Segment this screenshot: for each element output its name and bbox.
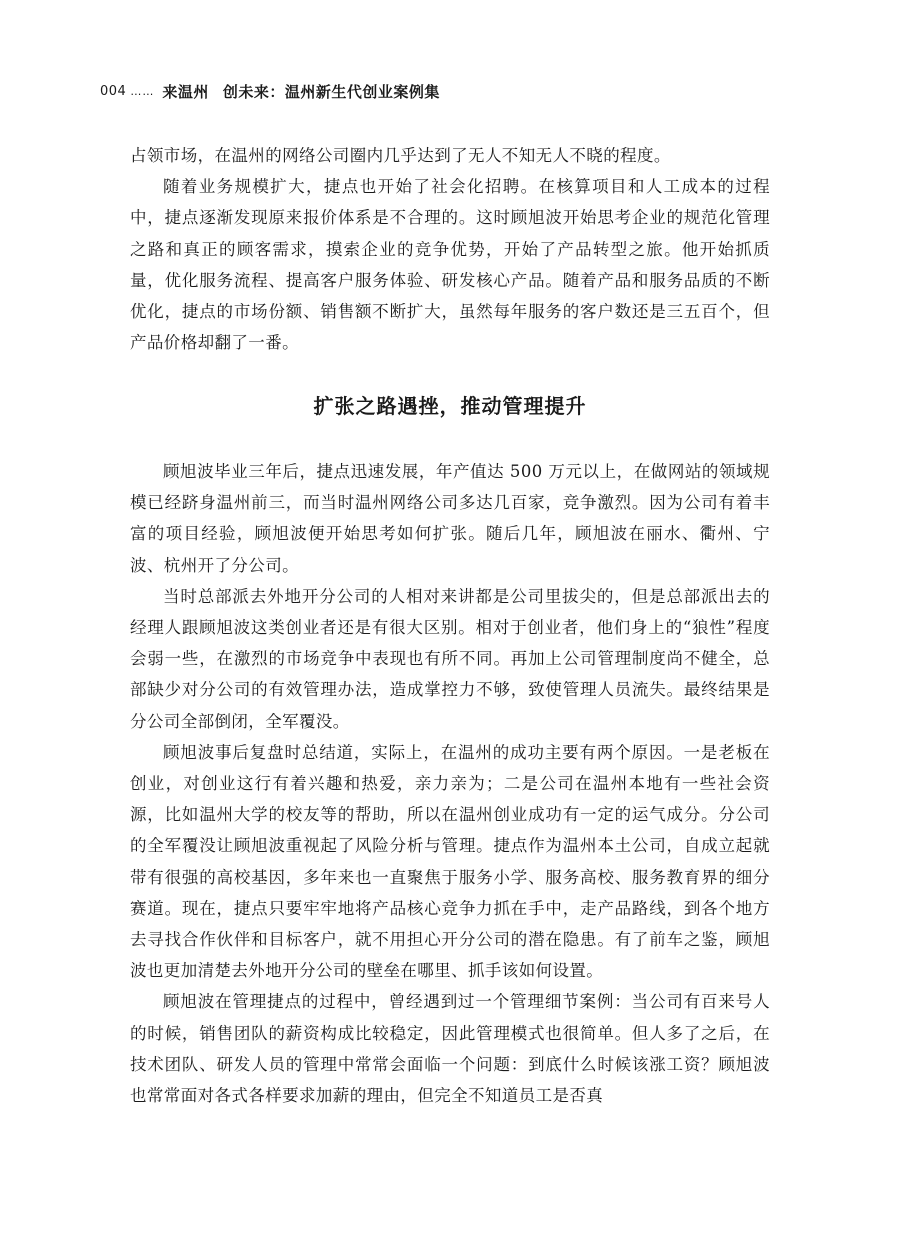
book-subtitle: 创未来：温州新生代创业案例集 — [222, 82, 440, 101]
book-title: 来温州 — [162, 82, 209, 101]
page-number: 004 — [100, 83, 127, 99]
paragraph: 顾旭波事后复盘时总结道，实际上，在温州的成功主要有两个原因。一是老板在创业，对创业这行有着兴趣和热爱，亲力亲为；二是公司在温州本地有一些社会资源，比如温州大学的校友等的帮助，所以在温州创业成功有一定的运气成分。分公司的全军覆没让顾旭波重视起了风险分析与管理。捷点作为温州本土公司，自成立起就带有很强的高校基因，多年来也一直聚焦于服务小学、服务高校、服务教育界的细分赛道。现在，捷点只要牢牢地将产品核心竞争力抓在手中，走产品路线，到各个地方去寻找合作伙伴和目标客户，就不用担心开分公司的潜在隐患。有了前车之鉴，顾旭波也更加清楚去外地开分公司的壁垒在哪里、抓手该如何设置。 — [130, 742, 770, 981]
paragraph-continued: 占领市场，在温州的网络公司圈内几乎达到了无人不知无人不晓的程度。 — [130, 146, 671, 165]
header-leader-dots: …… — [130, 84, 155, 98]
paragraph: 顾旭波在管理捷点的过程中，曾经遇到过一个管理细节案例：当公司有百来号人的时候，销售团队的薪资构成比较稳定，因此管理模式也很简单。但人多了之后，在技术团队、研发人员的管理中常常会面临一个问题：到底什么时候该涨工资？顾旭波也常常面对各式各样要求加薪的理由，但完全不知道员工是否真 — [130, 992, 770, 1106]
paragraph: 顾旭波毕业三年后，捷点迅速发展，年产值达 500 万元以上，在做网站的领域规模已经跻身温州前三，而当时温州网络公司多达几百家，竞争激烈。因为公司有着丰富的项目经验，顾旭波便开始思考如何扩张。随后几年，顾旭波在丽水、衢州、宁波、杭州开了分公司。 — [130, 462, 770, 575]
paragraph: 随着业务规模扩大，捷点也开始了社会化招聘。在核算项目和人工成本的过程中，捷点逐渐发现原来报价体系是不合理的。这时顾旭波开始思考企业的规范化管理之路和真正的顾客需求，摸索企业的竞争优势，开始了产品转型之旅。他开始抓质量，优化服务流程、提高客户服务体验、研发核心产品。随着产品和服务品质的不断优化，捷点的市场份额、销售额不断扩大，虽然每年服务的客户数还是三五百个，但产品价格却翻了一番。 — [130, 177, 770, 353]
running-header — [100, 80, 800, 102]
text-block-before-heading — [130, 140, 770, 358]
text-block-after-heading — [130, 456, 770, 1111]
paragraph: 当时总部派去外地开分公司的人相对来讲都是公司里拔尖的，但是总部派出去的经理人跟顾旭波这类创业者还是有很大区别。相对于创业者，他们身上的“狼性”程度会弱一些，在激烈的市场竞争中表现也有所不同。再加上公司管理制度尚不健全，总部缺少对分公司的有效管理办法，造成掌控力不够，致使管理人员流失。最终结果是分公司全部倒闭，全军覆没。 — [130, 586, 770, 731]
section-heading: 扩张之路遇挫，推动管理提升 — [313, 394, 587, 418]
